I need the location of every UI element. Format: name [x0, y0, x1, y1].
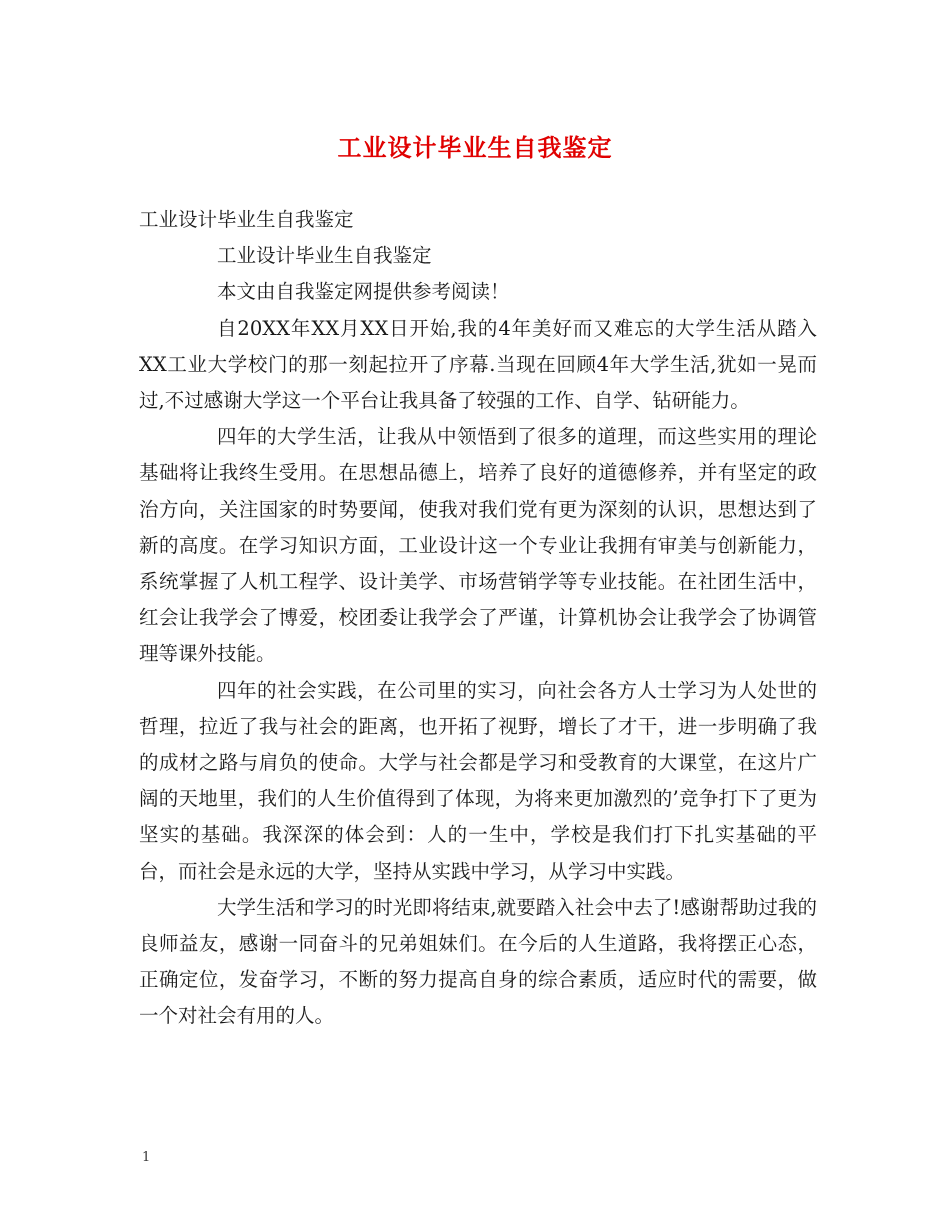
- document-title: 工业设计毕业生自我鉴定: [337, 134, 613, 162]
- page-number: 1: [142, 1150, 151, 1165]
- intro-line: 本文由自我鉴定网提供参考阅读！: [217, 280, 510, 304]
- document-body: [139, 202, 817, 1035]
- paragraph-2: 四年的大学生活，让我从中领悟到了很多的道理，而这些实用的理论基础将让我终生受用。在思想品德上，培养了良好的道德修养，并有坚定的政治方向，关注国家的时势要闻，使我对我们党有更为深刻的认识，思想达到了新的高度。在学习知识方面，工业设计这一个专业让我拥有审美与创新能力，系统掌握了人机工程学、设计美学、市场营销学等专业技能。在社团生活中，红会让我学会了博爱，校团委让我学会了严谨，计算机协会让我学会了协调管理等课外技能。: [139, 425, 817, 666]
- section-subheading: 工业设计毕业生自我鉴定: [217, 244, 432, 268]
- paragraph-3: 四年的社会实践，在公司里的实习，向社会各方人士学习为人处世的哲理，拉近了我与社会的距离，也开拓了视野，增长了才干，进一步明确了我的成材之路与肩负的使命。大学与社会都是学习和受教育的大课堂，在这片广阔的天地里，我们的人生价值得到了体现，为将来更加激烈的’竞争打下了更为坚实的基础。我深深的体会到：人的一生中，学校是我们打下扎实基础的平台，而社会是永远的大学，坚持从实践中学习，从学习中实践。: [139, 678, 817, 883]
- section-heading: 工业设计毕业生自我鉴定: [139, 208, 354, 231]
- paragraph-1: 自20XX年XX月XX日开始,我的4年美好而又难忘的大学生活从踏入XX工业大学校门的那一刻起拉开了序幕.当现在回顾4年大学生活,犹如一晃而过,不过感谢大学这一个平台让我具备了较强的工作、自学、钻研能力。: [139, 316, 817, 413]
- paragraph-4: 大学生活和学习的时光即将结束,就要踏入社会中去了!感谢帮助过我的良师益友，感谢一同奋斗的兄弟姐妹们。在今后的人生道路，我将摆正心态，正确定位，发奋学习，不断的努力提高自身的综合素质，适应时代的需要，做一个对社会有用的人。: [139, 895, 817, 1028]
